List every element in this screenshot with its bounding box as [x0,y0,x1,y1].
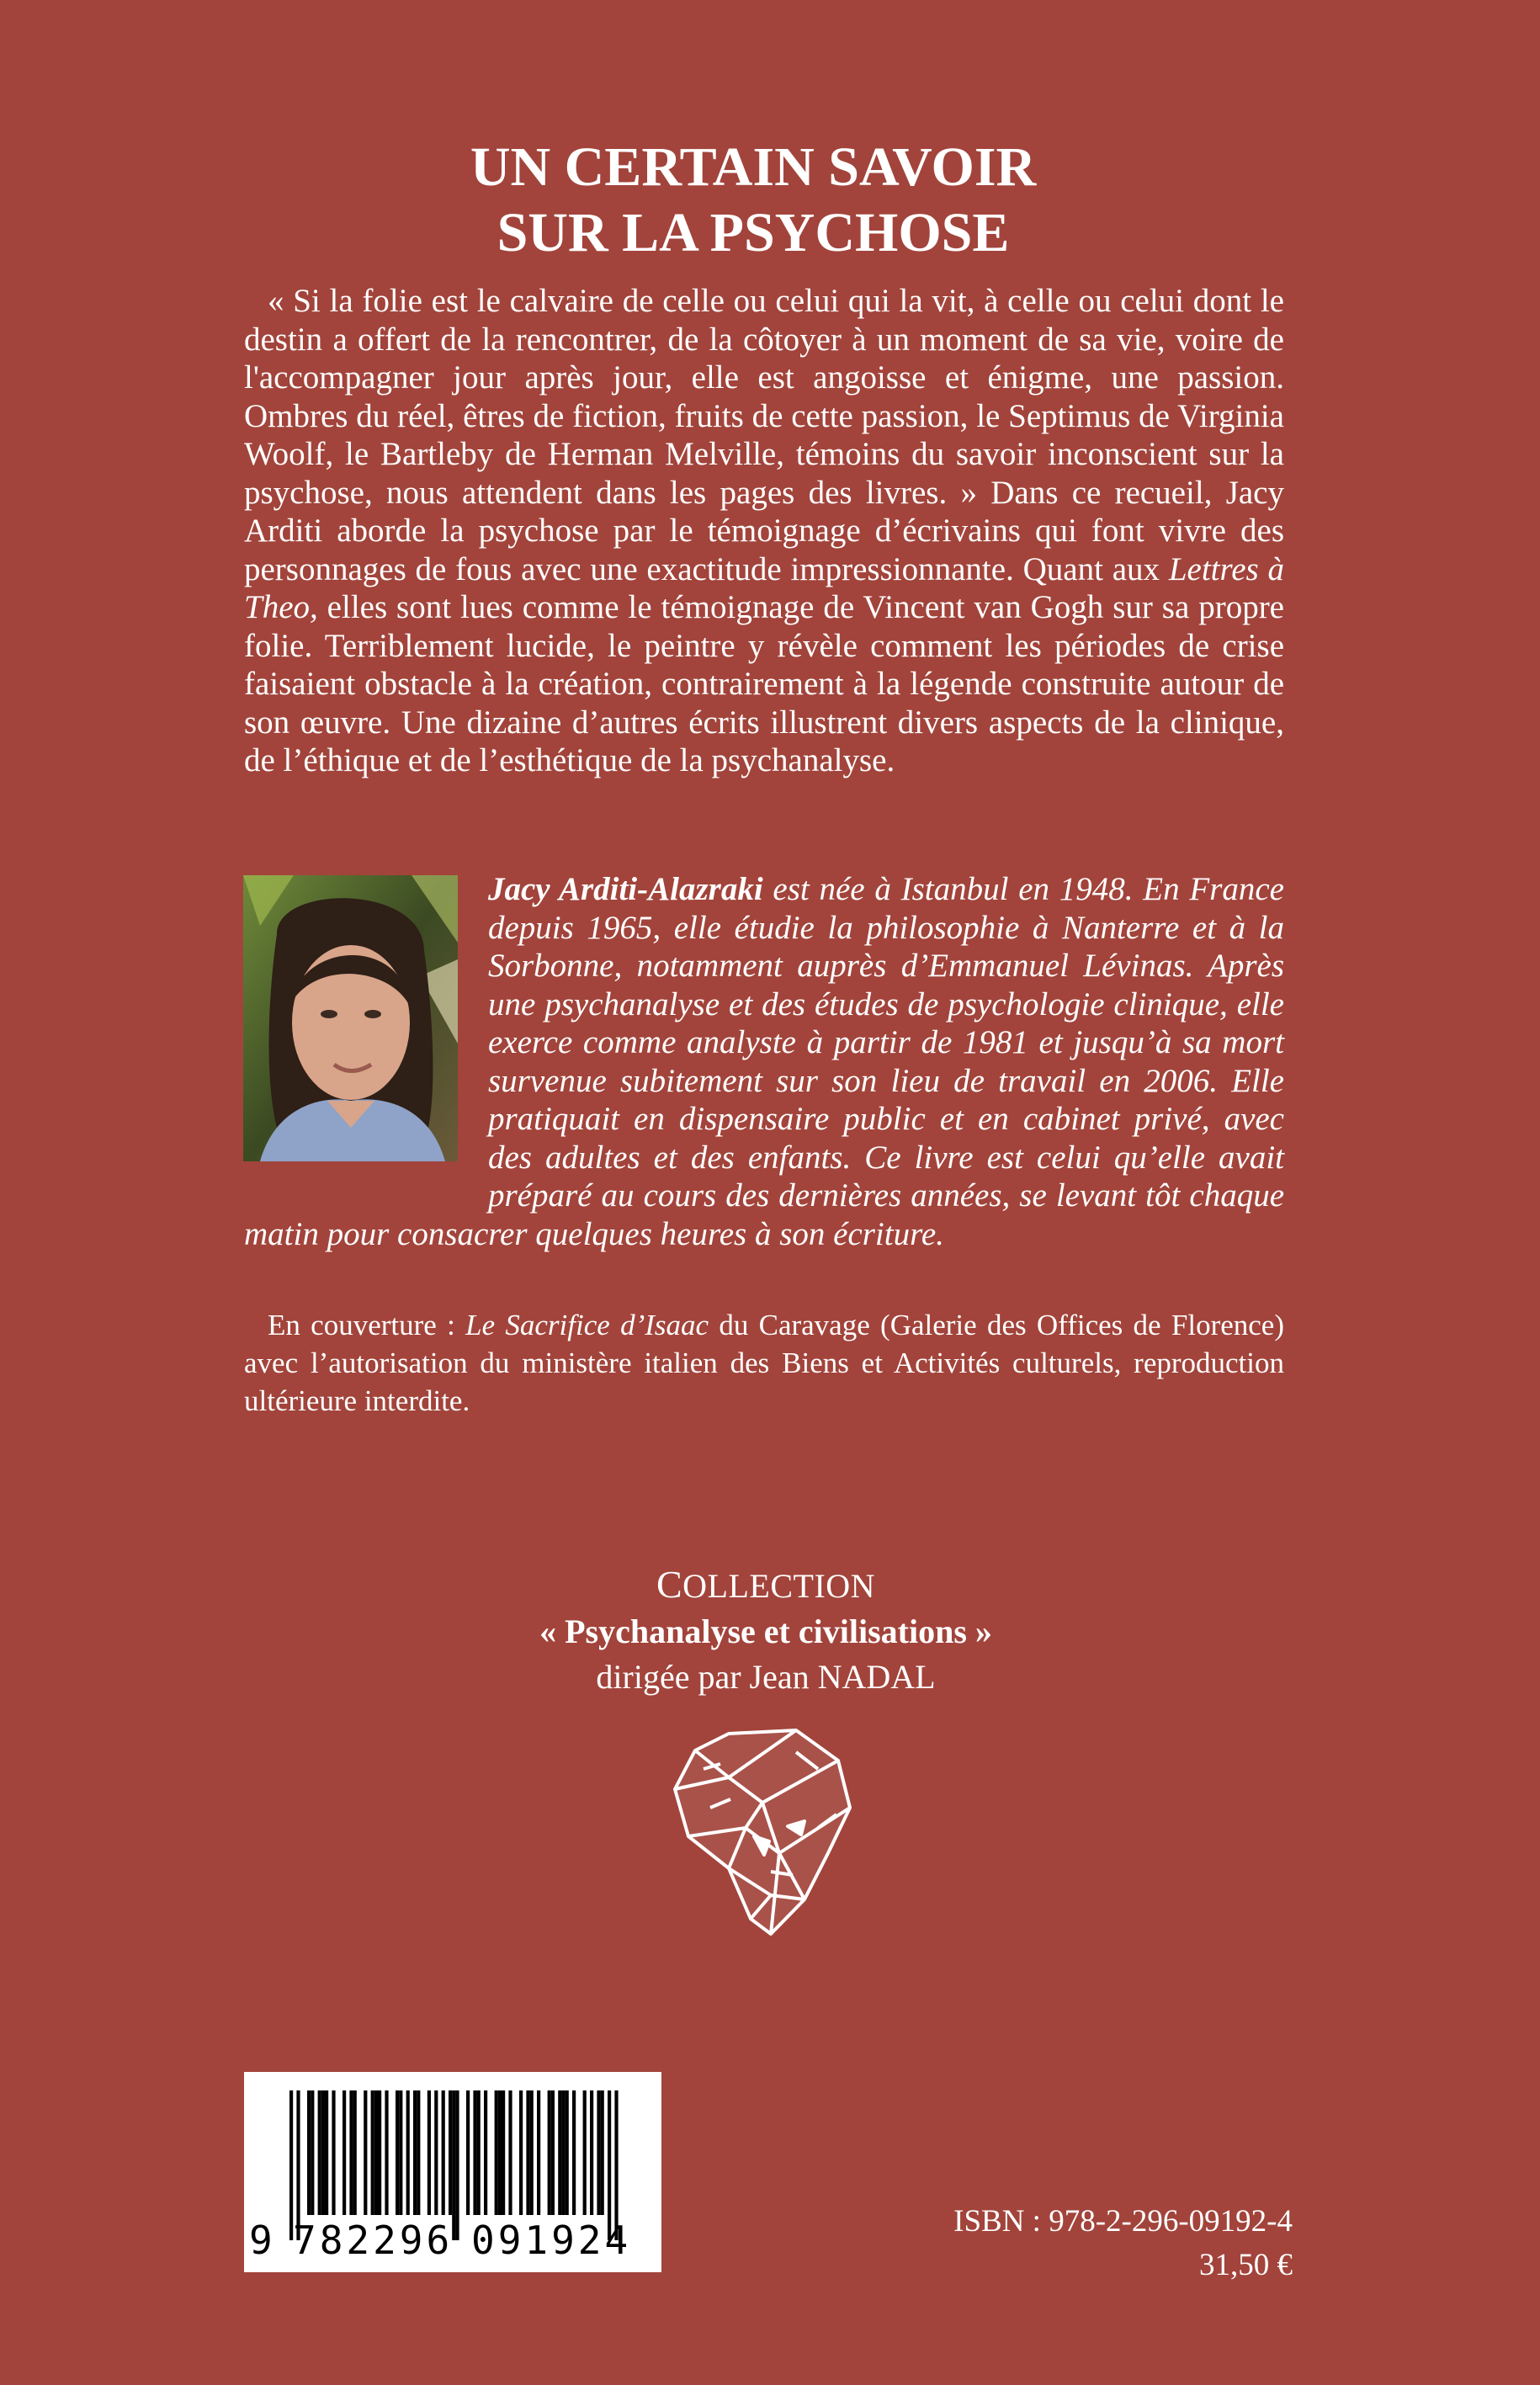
barcode-bar [498,2090,502,2215]
blurb-italic-title: Lettres à Theo, [244,550,1285,625]
barcode-group-right: 091924 [471,2218,632,2263]
barcode-bar [551,2090,555,2215]
cover-credit [244,1306,1284,1420]
barcode-bar [548,2090,551,2215]
book-title [0,135,1506,266]
barcode-bar [561,2090,565,2215]
barcode-bar [332,2090,335,2215]
barcode-bar [353,2090,357,2215]
price: 31,50 € [1199,2248,1293,2282]
barcode-bar [364,2090,367,2215]
barcode-bar [374,2090,378,2215]
author-bio [244,870,1284,1253]
title-line-1: UN CERTAIN SAVOIR [470,136,1037,198]
barcode-bar [406,2090,410,2215]
barcode-bar [318,2090,321,2215]
barcode-bar [477,2090,481,2215]
barcode-bar [399,2090,402,2215]
collection-heading [0,1562,1532,1609]
barcode-bar [566,2090,569,2215]
barcode-bar [307,2090,311,2215]
barcode-bar [413,2090,417,2215]
credit-text-1: En couverture : [268,1309,466,1341]
barcode-bar [508,2090,512,2215]
credit-artwork: Le Sacrifice d’Isaac [465,1309,709,1341]
barcode-bar [537,2090,540,2215]
barcode-bar [526,2090,529,2215]
barcode-bar [466,2090,470,2215]
barcode-bar [601,2090,604,2215]
barcode-bar [378,2090,381,2215]
barcode-bar [442,2090,445,2215]
collection-block [0,1562,1532,1700]
barcode [244,2072,661,2272]
blurb-text-2: elles sont lues comme le témoignage de Vincent van Gogh sur sa propre folie. Terriblement lucide, le peintre y révèle comment les périodes de crise faisaient obstacle à la création, contrairement à la légende construite autour de son œuvre. Une dizaine d’autres écrits illustrent divers aspects de la clinique, de l’éthique et de l’esthétique de la psychanalyse. [244,589,1284,778]
collection-heading-cap: C [656,1563,683,1606]
blurb-text-1: « Si la folie est le calvaire de celle ou celui qui la vit, à celle ou celui dont le destin a offert de la rencontrer, de la côtoyer à un moment de sa vie, voire de l'accompagner jour après jour, elle est angoisse et énigme, une passion. Ombres du réel, êtres de fiction, fruits de cette passion, le Septimus de Virginia Woolf, le Bartleby de Herman Melville, témoins du savoir inconscient sur la psychose, nous attendent dans les pages des livres. » Dans ce recueil, Jacy Arditi aborde la psychose par le témoignage d’écrivains qui font vivre des personnages de fous avec une exactitude impressionnante. Quant aux [244,283,1284,587]
barcode-bar [311,2090,314,2215]
barcode-bar [583,2090,587,2215]
bio-photo-spacer [244,870,488,1177]
barcode-bar [349,2090,353,2215]
barcode-bar [396,2090,399,2215]
barcode-bar [321,2090,325,2215]
barcode-bar [325,2090,328,2215]
barcode-bar [572,2090,576,2215]
barcode-bar [530,2090,534,2215]
publisher-logo-icon [670,1727,853,1937]
barcode-bar [558,2090,561,2215]
barcode-digits [244,2215,661,2265]
blurb-paragraph [244,282,1284,780]
title-line-2: SUR LA PSYCHOSE [497,202,1010,263]
barcode-digit-first: 9 [249,2218,273,2263]
barcode-bar [385,2090,388,2215]
barcode-bar [495,2090,498,2215]
collection-name: « Psychanalyse et civilisations » [539,1612,992,1650]
barcode-bar [371,2090,374,2215]
credit-text-2: du Caravage (Galerie des Offices de Florence) avec l’autorisation du ministère italien des Biens et Activités culturels, reproduction ultérieure interdite. [244,1309,1284,1417]
barcode-bar [590,2090,593,2215]
collection-heading-rest: OLLECTION [682,1567,876,1605]
barcode-bar [519,2090,523,2215]
barcode-bar [484,2090,487,2215]
bio-text: est née à Istanbul en 1948. En France depuis 1965, elle étudie la philosophie à Nanterre et à la Sorbonne, notamment auprès d’Emmanuel Lévinas. Après une psychanalyse et des études de psychologie clinique, elle exerce comme analyste à partir de 1981 et jusqu’à sa mort survenue subitement sur son lieu de travail en 2006. Elle pratiquait en dispensaire public et en cabinet privé, avec des adultes et des enfants. Ce livre est celui qu’elle avait préparé au cours des dernières années, se levant tôt chaque matin pour consacrer quelques heures à son écriture. [244,871,1284,1252]
barcode-bar [343,2090,346,2215]
barcode-bar [417,2090,420,2215]
isbn: ISBN : 978-2-296-09192-4 [953,2204,1293,2239]
barcode-bar [473,2090,476,2215]
barcode-bar [427,2090,431,2215]
barcode-bar [434,2090,438,2215]
barcode-group-left: 782296 [293,2218,454,2263]
barcode-bar [502,2090,505,2215]
barcode-bar [449,2090,452,2215]
author-name: Jacy Arditi-Alazraki [488,871,763,907]
barcode-bar [597,2090,600,2215]
collection-director: dirigée par Jean NADAL [596,1658,936,1696]
